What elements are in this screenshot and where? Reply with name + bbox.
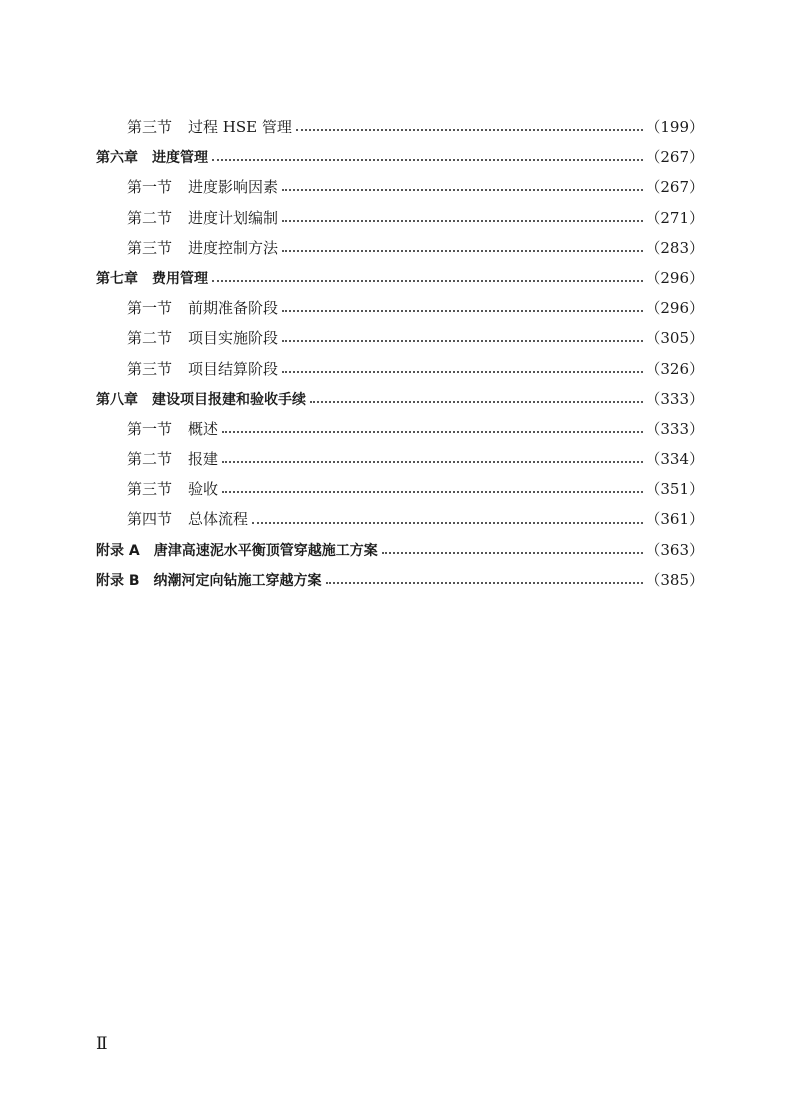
dot-leader xyxy=(222,491,643,493)
toc-entry-page: （296） xyxy=(645,299,704,318)
toc-entry-page: （333） xyxy=(645,419,704,438)
toc-entry-label: 第八章 xyxy=(96,391,138,408)
toc-entry-label: 第一节 xyxy=(127,178,173,197)
toc-entry-chapter[interactable] xyxy=(96,263,704,293)
toc-entry-section[interactable] xyxy=(96,293,704,323)
dot-leader xyxy=(310,401,643,403)
toc-entry-label: 第一节 xyxy=(127,299,173,318)
toc-entry-title: 验收 xyxy=(188,480,219,499)
dot-leader xyxy=(252,522,643,524)
dot-leader xyxy=(282,371,643,373)
dot-leader xyxy=(282,220,643,222)
toc-entry-appendix[interactable] xyxy=(96,535,704,565)
dot-leader xyxy=(212,159,643,161)
toc-entry-page: （326） xyxy=(645,359,704,378)
dot-leader xyxy=(222,431,643,433)
dot-leader xyxy=(222,461,643,463)
toc-entry-label: 第三节 xyxy=(127,359,173,378)
toc-entry-title: 过程 HSE 管理 xyxy=(188,118,292,136)
toc-entry-label: 第三节 xyxy=(127,480,173,499)
toc-entry-label: 第二节 xyxy=(127,329,173,348)
toc-entry-title: 进度控制方法 xyxy=(188,238,279,257)
toc-entry-title: 进度计划编制 xyxy=(188,208,279,227)
toc-entry-title: 概述 xyxy=(188,419,219,438)
toc-entry-title: 费用管理 xyxy=(152,270,208,287)
page-number: Ⅱ xyxy=(96,1034,107,1054)
toc-entry-section[interactable] xyxy=(96,354,704,384)
toc-entry-title: 进度影响因素 xyxy=(188,178,279,197)
toc-entry-title: 进度管理 xyxy=(152,150,208,167)
toc-entry-page: （363） xyxy=(645,540,704,559)
toc-entry-title: 前期准备阶段 xyxy=(188,299,279,318)
toc-entry-label: 第四节 xyxy=(127,510,173,529)
toc-entry-chapter[interactable] xyxy=(96,142,704,172)
dot-leader xyxy=(326,582,644,584)
toc-entry-title: 唐津高速泥水平衡顶管穿越施工方案 xyxy=(153,542,378,559)
dot-leader xyxy=(282,310,643,312)
toc-entry-chapter[interactable] xyxy=(96,384,704,414)
dot-leader xyxy=(282,189,643,191)
toc-entry-label: 第三节 xyxy=(127,118,173,136)
toc-entry-section[interactable] xyxy=(96,233,704,263)
toc-entry-label: 第一节 xyxy=(127,419,173,438)
toc-entry-page: （351） xyxy=(645,480,704,499)
toc-entry-page: （361） xyxy=(645,510,704,529)
toc-entry-page: （333） xyxy=(645,389,704,408)
toc-entry-label: 附录 A xyxy=(96,542,140,559)
dot-leader xyxy=(282,250,643,252)
toc-entry-section[interactable] xyxy=(96,504,704,534)
toc-entry-title: 报建 xyxy=(188,450,219,469)
toc-entry-page: （283） xyxy=(645,238,704,257)
toc-entry-appendix[interactable] xyxy=(96,565,704,595)
dot-leader xyxy=(212,280,643,282)
toc-entry-section[interactable] xyxy=(96,323,704,353)
toc-entry-section[interactable] xyxy=(96,414,704,444)
toc-entry-label: 第三节 xyxy=(127,238,173,257)
toc-entry-page: （296） xyxy=(645,268,704,287)
toc-entry-page: （385） xyxy=(645,570,704,589)
toc-entry-label: 附录 B xyxy=(96,572,140,589)
dot-leader xyxy=(296,129,644,131)
toc-entry-section[interactable] xyxy=(96,444,704,474)
toc-entry-title: 总体流程 xyxy=(188,510,249,529)
toc-entry-section[interactable] xyxy=(96,474,704,504)
toc-entry-title: 项目实施阶段 xyxy=(188,329,279,348)
toc-entry-section[interactable] xyxy=(96,112,704,142)
toc-entry-page: （267） xyxy=(645,178,704,197)
toc-entry-title: 建设项目报建和验收手续 xyxy=(152,391,306,408)
dot-leader xyxy=(382,552,644,554)
toc-entry-page: （334） xyxy=(645,450,704,469)
toc-entry-page: （271） xyxy=(645,208,704,227)
toc-entry-page: （199） xyxy=(645,118,704,136)
toc-entry-label: 第七章 xyxy=(96,270,138,287)
toc-entry-label: 第六章 xyxy=(96,150,138,167)
toc-entry-section[interactable] xyxy=(96,172,704,202)
toc-entry-title: 纳潮河定向钻施工穿越方案 xyxy=(153,572,322,589)
toc-entry-label: 第二节 xyxy=(127,208,173,227)
toc-entry-title: 项目结算阶段 xyxy=(188,359,279,378)
table-of-contents xyxy=(96,112,704,595)
toc-entry-section[interactable] xyxy=(96,203,704,233)
toc-entry-page: （305） xyxy=(645,329,704,348)
dot-leader xyxy=(282,340,643,342)
toc-entry-page: （267） xyxy=(645,148,704,167)
toc-entry-label: 第二节 xyxy=(127,450,173,469)
